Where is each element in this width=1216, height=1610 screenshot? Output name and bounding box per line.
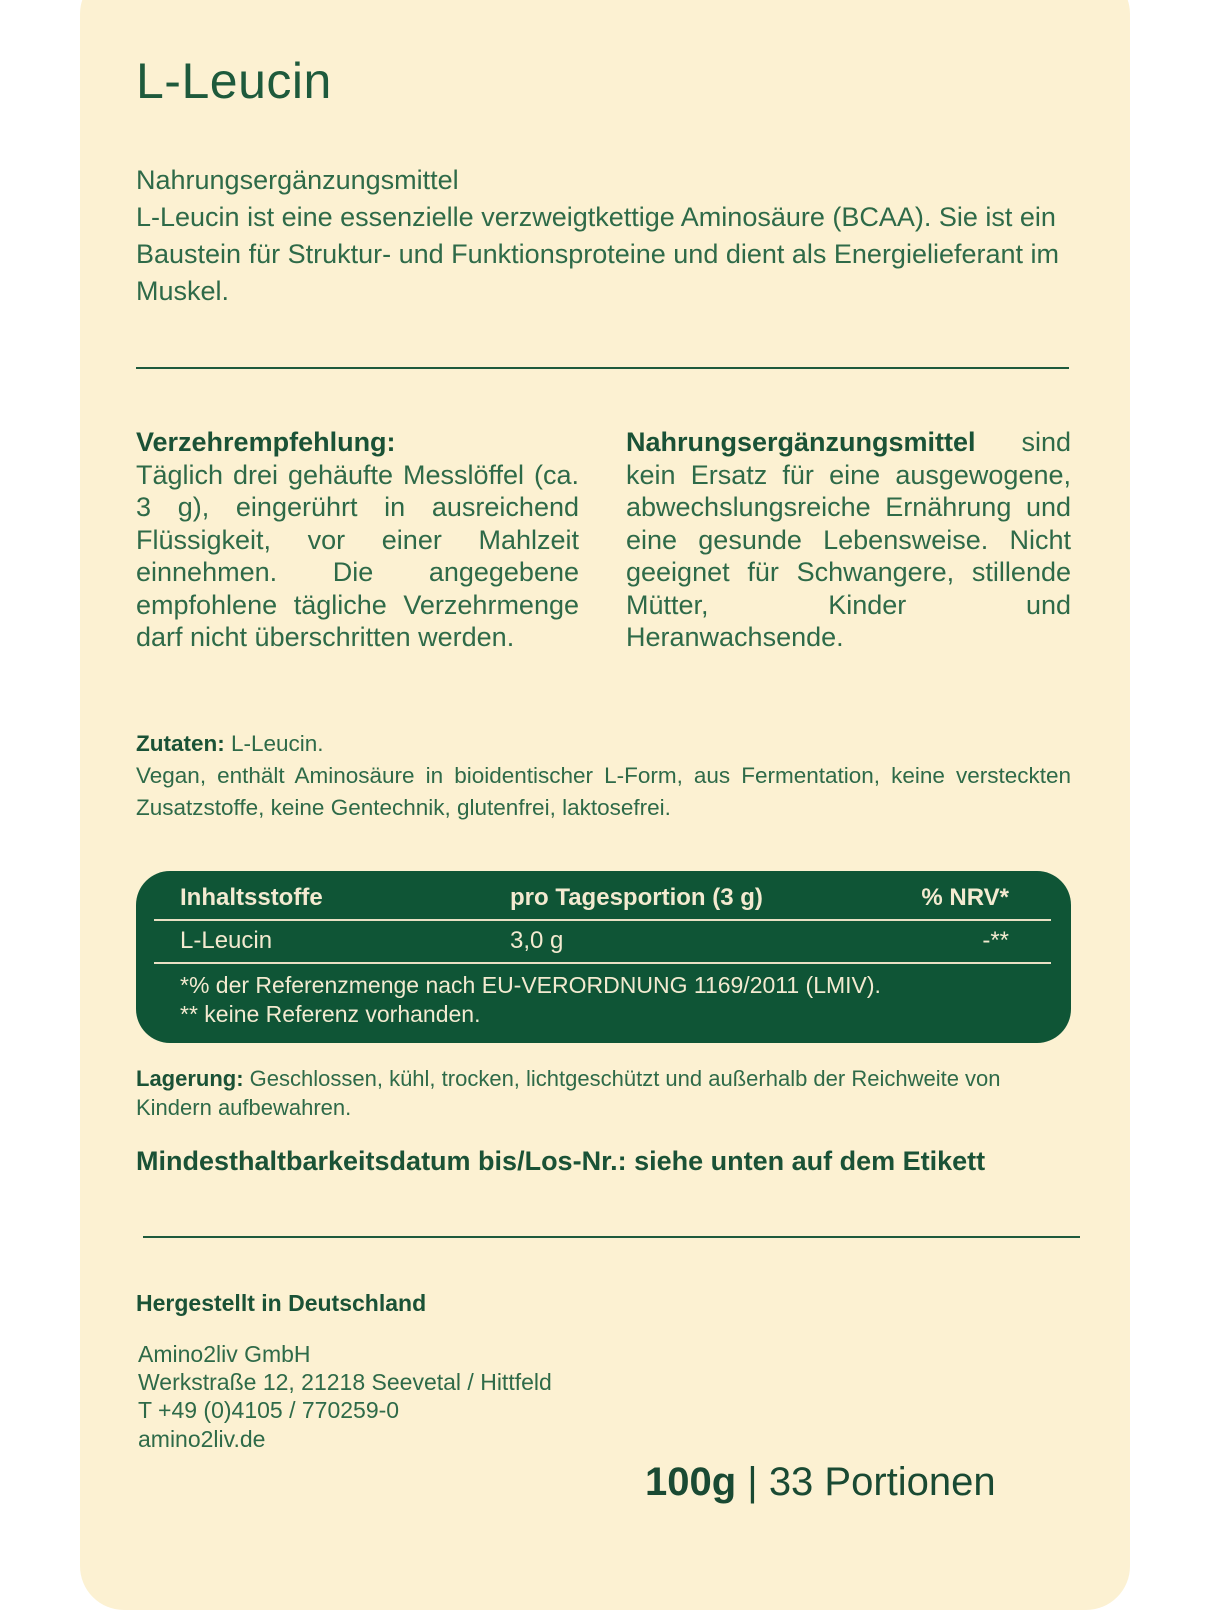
ingredients-value: L-Leucin. (224, 731, 324, 756)
warning-text: sind kein Ersatz für eine ausgewogene, abwechslungsreiche Ernährung und eine gesunde Lebensweise. Nicht geeignet für Schwangere, stillende Mütter, Kinder und Heranwachsende. (626, 427, 1071, 652)
table-divider (154, 919, 1051, 921)
recommendation-heading: Verzehrempfehlung: (136, 427, 396, 457)
divider-top (136, 367, 1069, 369)
nutrition-table (136, 871, 1071, 1043)
company-name: Amino2liv GmbH (138, 1341, 311, 1367)
product-title: L-Leucin (136, 53, 332, 109)
table-cell-nrv: -** (982, 927, 1009, 954)
storage-block (136, 1064, 1071, 1122)
divider-bottom (143, 1236, 1080, 1238)
warning-heading: Nahrungsergänzungsmittel (626, 427, 976, 457)
ingredients-details: Vegan, enthält Aminosäure in bioidentischer L-Form, aus Fermentation, keine versteckten Zusatzstoffe, keine Gentechnik, glutenfrei, laktosefrei. (136, 763, 1071, 820)
company-phone: T +49 (0)4105 / 770259-0 (138, 1397, 400, 1423)
package-portions: 33 Portionen (768, 1460, 996, 1504)
package-size (645, 1460, 996, 1505)
package-separator: | (747, 1460, 758, 1504)
table-footnote-nrv: *% der Referenzmenge nach EU-VERORDNUNG 1169/2011 (LMIV). (180, 972, 881, 998)
table-divider (154, 962, 1051, 964)
intro-block (136, 162, 1076, 310)
company-address: Werkstraße 12, 21218 Seevetal / Hittfeld (138, 1369, 552, 1395)
ingredients-block (136, 728, 1071, 824)
product-description: L-Leucin ist eine essenzielle verzweigtkettige Aminosäure (BCAA). Sie ist ein Baustein für Struktur- und Funktionsproteine und dient als Energielieferant im Muskel. (136, 202, 1060, 306)
ingredients-heading: Zutaten: (136, 731, 225, 756)
table-footnote-reference: ** keine Referenz vorhanden. (180, 1001, 481, 1027)
made-in-label: Hergestellt in Deutschland (136, 1290, 427, 1316)
recommendation-block (136, 426, 579, 654)
table-header-daily-portion: pro Tagesportion (3 g) (510, 884, 763, 911)
best-before-note: Mindesthaltbarkeitsdatum bis/Los-Nr.: siehe unten auf dem Etikett (136, 1146, 986, 1176)
table-header-nrv: % NRV* (921, 884, 1009, 911)
table-cell-amount: 3,0 g (510, 927, 564, 954)
product-category: Nahrungsergänzungsmittel (136, 165, 459, 195)
company-website: amino2liv.de (138, 1426, 266, 1452)
recommendation-text: Täglich drei gehäufte Messlöffel (ca. 3 g), eingerührt in ausreichend Flüssigkeit, vor einer Mahlzeit einnehmen. Die angegebene empfohlene tägliche Verzehrmenge darf nicht überschritten werden. (136, 459, 579, 652)
table-header-ingredient: Inhaltsstoffe (180, 884, 323, 911)
storage-text: Geschlossen, kühl, trocken, lichtgeschützt und außerhalb der Reichweite von Kindern aufbewahren. (136, 1066, 1001, 1120)
warning-block (626, 426, 1071, 654)
table-cell-ingredient: L-Leucin (180, 927, 273, 954)
storage-heading: Lagerung: (136, 1066, 244, 1091)
package-weight: 100g (645, 1460, 737, 1504)
